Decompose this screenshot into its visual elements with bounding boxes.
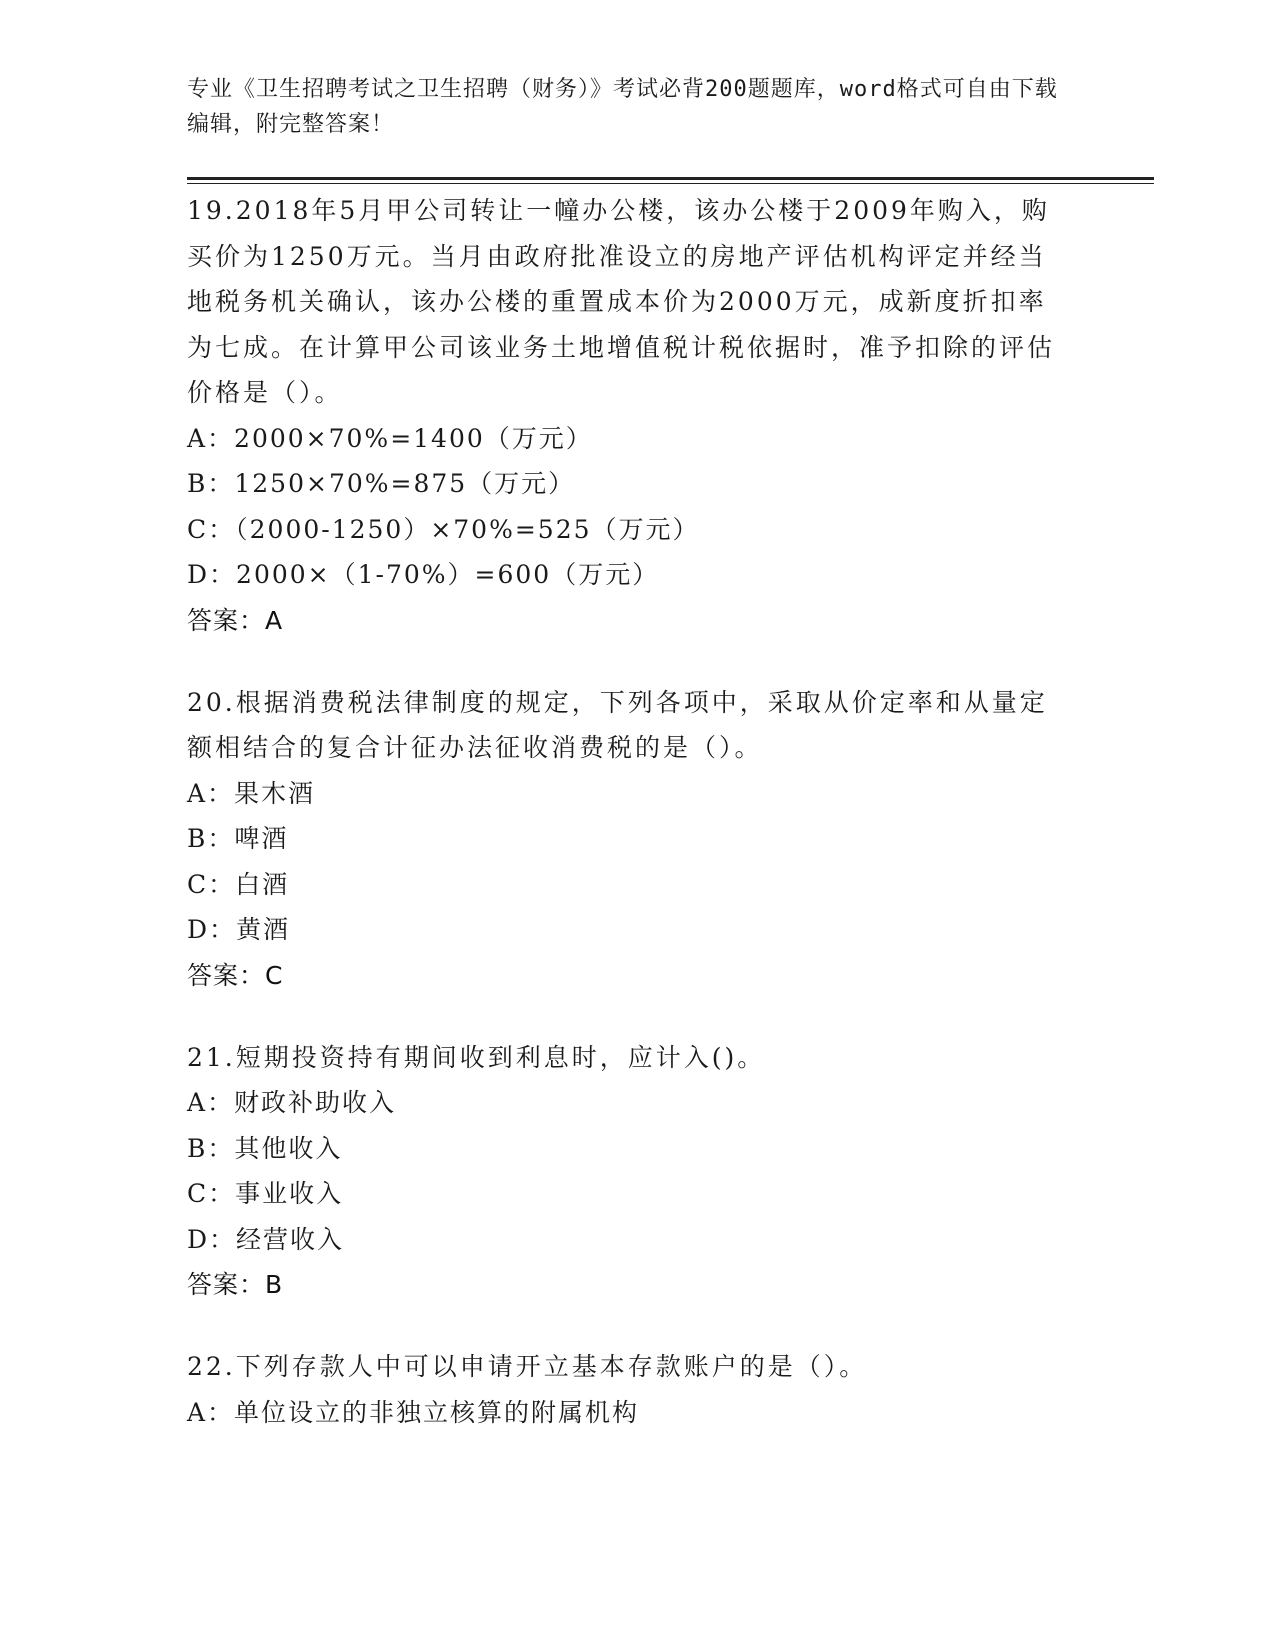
option-d: D：经营收入 — [187, 1224, 345, 1254]
answer-line: 答案：B — [187, 1270, 284, 1299]
option-c: C：（2000-1250）×70%=525（万元） — [187, 514, 700, 544]
question-stem: 19.2018年5月甲公司转让一幢办公楼，该办公楼于2009年购入，购买价为1250万元。当月由政府批准设立的房地产评估机构评定并经当地税务机关确认，该办公楼的重置成本价为2000万元，成新度折扣率为七成。在计算甲公司该业务土地增值税计税依据时，准予扣除的评估价格是（）。 — [187, 196, 1056, 407]
question-20 — [187, 680, 1087, 999]
question-21 — [187, 1035, 1087, 1309]
header-divider-thick — [187, 177, 1154, 180]
question-19 — [187, 188, 1087, 644]
answer-line: 答案：C — [187, 960, 284, 990]
option-c: C：白酒 — [187, 869, 290, 899]
option-a: A：财政补助收入 — [187, 1088, 397, 1117]
option-a: A：单位设立的非独立核算的附属机构 — [187, 1397, 640, 1427]
question-stem: 21.短期投资持有期间收到利息时，应计入()。 — [187, 1042, 766, 1072]
option-b: B：其他收入 — [187, 1133, 343, 1163]
option-a: A：果木酒 — [187, 778, 316, 808]
question-stem: 20.根据消费税法律制度的规定，下列各项中，采取从价定率和从量定额相结合的复合计征办法征收消费税的是（）。 — [187, 687, 1048, 762]
option-a: A：2000×70%=1400（万元） — [187, 423, 593, 453]
option-d: D：2000×（1-70%）=600（万元） — [187, 560, 660, 589]
header-divider-thin — [187, 183, 1154, 184]
question-list — [187, 188, 1087, 1471]
option-b: B：啤酒 — [187, 824, 289, 853]
document-header: 专业《卫生招聘考试之卫生招聘（财务）》考试必背200题题库，word格式可自由下载编辑，附完整答案！ — [187, 77, 1058, 137]
option-c: C：事业收入 — [187, 1179, 344, 1208]
option-b: B：1250×70%=875（万元） — [187, 469, 576, 498]
answer-line: 答案：A — [187, 605, 284, 635]
option-d: D：黄酒 — [187, 915, 291, 944]
question-22 — [187, 1344, 1087, 1435]
question-stem: 22.下列存款人中可以申请开立基本存款账户的是（）。 — [187, 1352, 868, 1381]
